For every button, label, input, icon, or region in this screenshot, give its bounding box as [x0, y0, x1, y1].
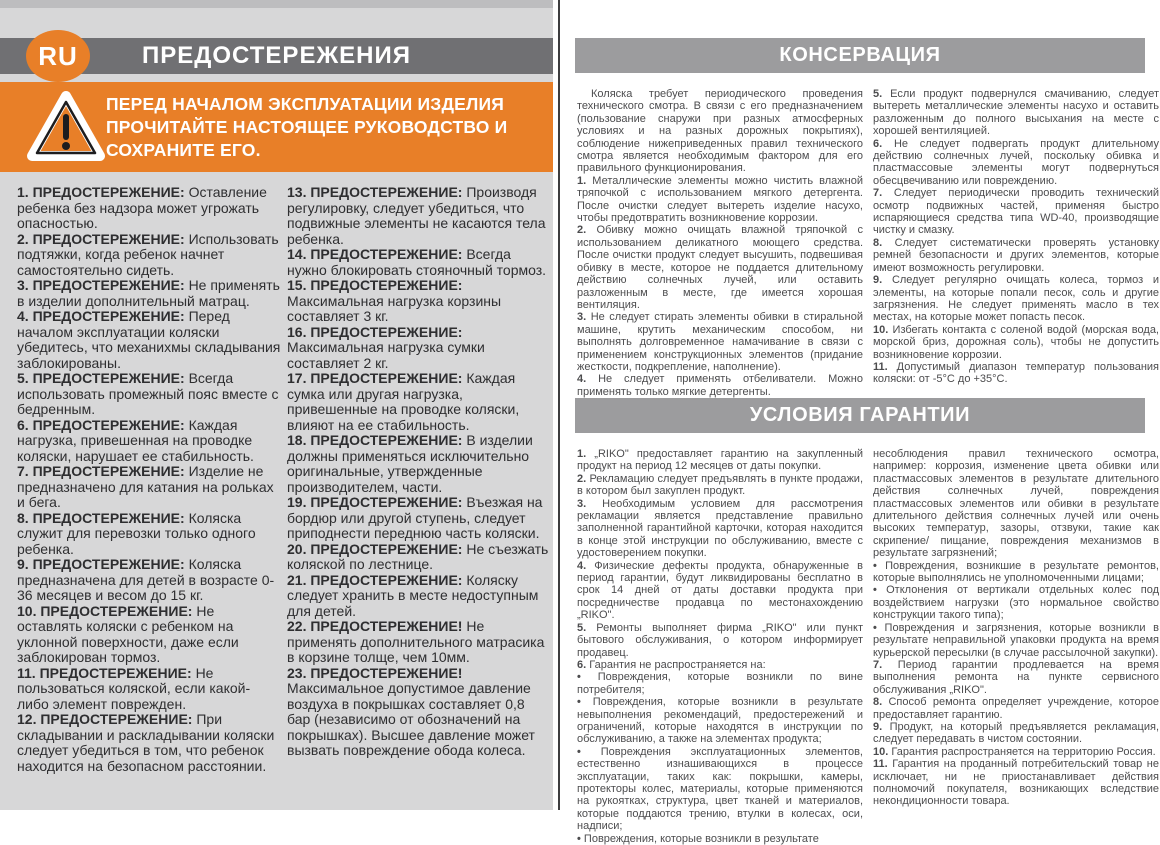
paragraph: 9. Следует регулярно очищать колеса, тормоз и элементы, на которые попали песок, соль и другие загрязнения. Не следует применять масло в тех местах, на которые может попасть песок.: [873, 274, 1159, 324]
warning-item: 13. ПРЕДОСТЕРЕЖЕНИЕ: Производя регулировку, следует убедиться, что подвижные элементы не касаются тела ребенка.: [287, 184, 546, 247]
paragraph: 9. Продукт, на который предъявляется рекламация, следует передавать в чистом состоянии.: [873, 720, 1159, 746]
paragraph: 4. Не следует применять отбеливатели. Можно применять только мягкие детергенты.: [577, 373, 863, 398]
read-manual-banner: [0, 82, 553, 172]
paragraph: 8. Следует систематически проверять установку ремней безопасности и других элементов, которые имеют возможность регулировки.: [873, 236, 1159, 274]
warnings-title: ПРЕДОСТЕРЕЖЕНИЯ: [142, 42, 411, 69]
paragraph: 11. Гарантия на проданный потребительский товар не исключает, ни не приостанавливает действия полномочий покупателя, возникающих вследствие некондиционности товара.: [873, 758, 1160, 808]
warning-item: 12. ПРЕДОСТЕРЕЖЕНИЕ: При складывании и раскладывании коляски следует убедиться в том, что ребенок находится на безопасном расстоянии.: [17, 711, 275, 774]
warranty-title: УСЛОВИЯ ГАРАНТИИ: [749, 404, 971, 426]
paragraph: 2. Рекламацию следует предъявлять в пункте продажи, в котором был закуплен продукт.: [577, 472, 864, 498]
warning-item: 5. ПРЕДОСТЕРЕЖЕНИЕ: Всегда использовать промежный пояс вместе с бедренным.: [17, 370, 279, 417]
warning-item: 7. ПРЕДОСТЕРЕЖЕНИЕ: Изделие не предназначено для катания на рольках и бега.: [17, 463, 274, 510]
warnings-header-bar: [0, 38, 553, 74]
warning-item: 18. ПРЕДОСТЕРЕЖЕНИЕ: В изделии должны применяться исключительно оригинальные, утвержденные производителем, части.: [287, 432, 533, 495]
read-manual-text: ПЕРЕД НАЧАЛОМ ЭКСПЛУАТАЦИИ ИЗДЕЛИЯ ПРОЧИТАЙТЕ НАСТОЯЩЕЕ РУКОВОДСТВО И СОХРАНИТЕ ЕГО.: [106, 94, 508, 160]
warning-item: 9. ПРЕДОСТЕРЕЖЕНИЕ: Коляска предназначена для детей в возрасте 0-36 месяцев и весом до 15 кг.: [17, 556, 275, 603]
warranty-header-bar: [575, 398, 1145, 433]
warning-item: 8. ПРЕДОСТЕРЕЖЕНИЕ: Коляска служит для перевозки только одного ребенка.: [17, 509, 256, 557]
warning-item: 11. ПРЕДОСТЕРЕЖЕНИЕ: Не пользоваться коляской, если какой-либо элемент поврежден.: [17, 664, 251, 712]
paragraph: • Повреждения эксплуатационных элементов, естественно изнашивающихся в процессе эксплуатации, таких как: покрышки, камеры, протекторы колес, материалы, которые применяются на рукоятках, структура, цвет тканей и материалов, которые поддаются трению, втулки в колесах, оси, надписи;: [577, 745, 863, 833]
warning-item: 16. ПРЕДОСТЕРЕЖЕНИЕ: Максимальная нагрузка сумки составляет 2 кг.: [287, 323, 485, 371]
paragraph: 5. Если продукт подвернулся смачиванию, следует вытереть металлические элементы насухо и оставить разложенным до полного высыхания на месте с хорошей вентиляцией.: [873, 88, 1159, 138]
warnings-column-1: [17, 185, 281, 774]
warning-item: 10. ПРЕДОСТЕРЕЖЕНИЕ: Не оставлять коляски с ребенком на уклонной поверхности, даже если заблокирован тормоз.: [17, 602, 239, 665]
warning-item: 3. ПРЕДОСТЕРЕЖЕНИЕ: Не применять в изделии дополнительный матрац.: [17, 277, 280, 309]
paragraph: • Повреждения, которые возникли в результате: [577, 832, 819, 845]
paragraph: 6. Гарантия не распространяется на:: [577, 658, 766, 671]
paragraph: • Повреждения, возникшие в результате ремонтов, которые выполнялись не уполномоченными лицами;: [873, 559, 1159, 585]
warning-item: 2. ПРЕДОСТЕРЕЖЕНИЕ: Использовать подтяжки, когда ребенок начнет самостоятельно сидеть.: [17, 230, 279, 278]
paragraph: 5. Ремонты выполняет фирма „RIKO" или пункт бытового обслуживания, о котором информирует продавец.: [577, 621, 863, 659]
warning-item: 21. ПРЕДОСТЕРЕЖЕНИЕ: Коляску следует хранить в месте недоступным для детей.: [287, 571, 539, 619]
paragraph: 11. Допустимый диапазон температур пользования коляски: от -5°С до +35°С.: [873, 360, 1159, 386]
maintenance-column-2: [873, 88, 1159, 386]
paragraph: 1. Металлические элементы можно чистить влажной тряпочкой с использованием мягкого детергента. После очистки следует вытереть изделие насухо, чтобы предотвратить возникновение коррозии.: [577, 174, 863, 225]
warnings-column-2: [287, 185, 551, 759]
paragraph: Коляска требует периодического проведения технического смотра. В связи с его предназначением (пользование снаружи при разных атмосферных условиях и на разных дорожных покрытиях), соблюдение нижеприведенных правил технического смотра является необходимым фактором для его правильного функционирования.: [577, 88, 863, 175]
paragraph: 2. Обивку можно очищать влажной тряпочкой с использованием деликатного моющего средства. После очистки продукт следует высушить, подвешивая обивку в месте, которое не поддается длительному действию солнечных лучей, или оставить разложенным в месте, где имеется хорошая вентиляция.: [577, 224, 863, 311]
warranty-column-2: [873, 448, 1159, 808]
paragraph: 6. Не следует подвергать продукт длительному действию солнечных лучей, поскольку обивка и пластмассовые элементы могут подвернуться обесцвечиванию или повреждению.: [873, 137, 1159, 187]
paragraph: 3. Необходимым условием для рассмотрения рекламации является представление правильно заполненной гарантийной карточки, которая находится в конце этой инструкции по обслуживанию, вместе с удостоверением покупки.: [577, 497, 863, 560]
paragraph: 10. Гарантия распространяется на территорию Россия.: [873, 745, 1156, 758]
warning-item: 14. ПРЕДОСТЕРЕЖЕНИЕ: Всегда нужно блокировать стояночный тормоз.: [287, 246, 547, 278]
paragraph: 7. Следует периодически проводить технический осмотр подвижных частей, применяя быстро испаряющиеся средства типа WD-40, производящие чистку и смазку.: [873, 187, 1160, 237]
warning-item: 4. ПРЕДОСТЕРЕЖЕНИЕ: Перед началом эксплуатации коляски убедитесь, что механихмы складывания заблокированы.: [17, 308, 281, 371]
paragraph: • Повреждения, которые возникли по вине потребителя;: [577, 671, 863, 696]
warning-item: 19. ПРЕДОСТЕРЕЖЕНИЕ: Въезжая на бордюр или другой ступень, следует приподнести переднюю часть коляски.: [287, 494, 543, 541]
paragraph: • Отклонения от вертикали отдельных колес под воздействием нагрузки (это нормальное свойство конструкции такого типа);: [873, 584, 1159, 622]
paragraph: • Повреждения, которые возникли в результате невыполнения рекомендаций, предостережений и ограничений, которые находятся в инструкции по обслуживанию, а также на элементах продукта;: [577, 696, 863, 746]
paragraph: несоблюдения правил технического осмотра, например: коррозия, изменение цвета обивки или пластмассовых элементов в результате длительного действия солнечных лучей, повреждения пластмассовых элементов или обивки в результате длительного действия солнечных лучей или очень высоких температур, зазоры, отзвуки, такие как скрипение/ пищание, повреждения механизмов в результате загрязнений;: [873, 448, 1159, 560]
warning-item: 17. ПРЕДОСТЕРЕЖЕНИЕ: Каждая сумка или другая нагрузка, привешенные на проводке коляски, влияют на ее стабильность.: [287, 370, 520, 433]
page-top-strip: [0, 0, 553, 8]
paragraph: 8. Способ ремонта определяет учреждение, которое предоставляет гарантию.: [873, 696, 1159, 721]
page-divider-line: [558, 0, 560, 810]
warning-item: 6. ПРЕДОСТЕРЕЖЕНИЕ: Каждая нагрузка, привешенная на проводке коляски, нарушает ее стабильность.: [17, 416, 254, 464]
warning-item: 22. ПРЕДОСТЕРЕЖЕНИЕ! Не применять дополнительного матрасика в корзине толще, чем 10мм.: [287, 618, 545, 665]
language-badge: RU: [26, 30, 90, 82]
paragraph: • Повреждения и загрязнения, которые возникли в результате неправильной упаковки продукта на время курьерской пересылки (в случае рассылочной закупки).: [873, 621, 1160, 659]
warning-item: 15. ПРЕДОСТЕРЕЖЕНИЕ: Максимальная нагрузка корзины составляет 3 кг.: [287, 277, 502, 324]
paragraph: 3. Не следует стирать элементы обивки в стиральной машине, крутить механическим способом, ни выполнять долговременное намачивание в связи с применением конструкционных элементов (придание жесткости, подкрепление, наполнение).: [577, 311, 863, 373]
warning-item: 23. ПРЕДОСТЕРЕЖЕНИЕ! Максимальное допустимое давление воздуха в покрышках составляет 0,8 бар (независимо от обозначений на покрышках). Высшее давление может вызвать повреждение обода колеса.: [287, 664, 535, 758]
warning-triangle-icon: [26, 89, 106, 165]
paragraph: 4. Физические дефекты продукта, обнаруженные в период гарантии, будут ликвидированы бесплатно в срок 14 дней от даты доставки продукта при посредничестве продавца по местонахождению „RIKO".: [577, 559, 864, 622]
paragraph: 10. Избегать контакта с соленой водой (морская вода, морской бриз, дорожная соль), чтобы не допустить возникновение коррозии.: [873, 323, 1159, 361]
paragraph: 7. Период гарантии продлевается на время выполнения ремонта на пункте сервисного обслуживания „RIKO".: [873, 658, 1159, 696]
warning-item: 1. ПРЕДОСТЕРЕЖЕНИЕ: Оставление ребенка без надзора может угрожать опасностью.: [17, 184, 267, 231]
maintenance-title: КОНСЕРВАЦИЯ: [779, 44, 941, 66]
warranty-column-1: [577, 448, 863, 845]
maintenance-header-bar: [575, 38, 1145, 73]
maintenance-column-1: [577, 88, 863, 398]
warning-item: 20. ПРЕДОСТЕРЕЖЕНИЕ: Не съезжать коляской по лестнице.: [287, 540, 549, 572]
paragraph: 1. „RIKO" предоставляет гарантию на закупленный продукт на период 12 месяцев от даты покупки.: [577, 448, 863, 473]
left-page: [0, 0, 553, 810]
